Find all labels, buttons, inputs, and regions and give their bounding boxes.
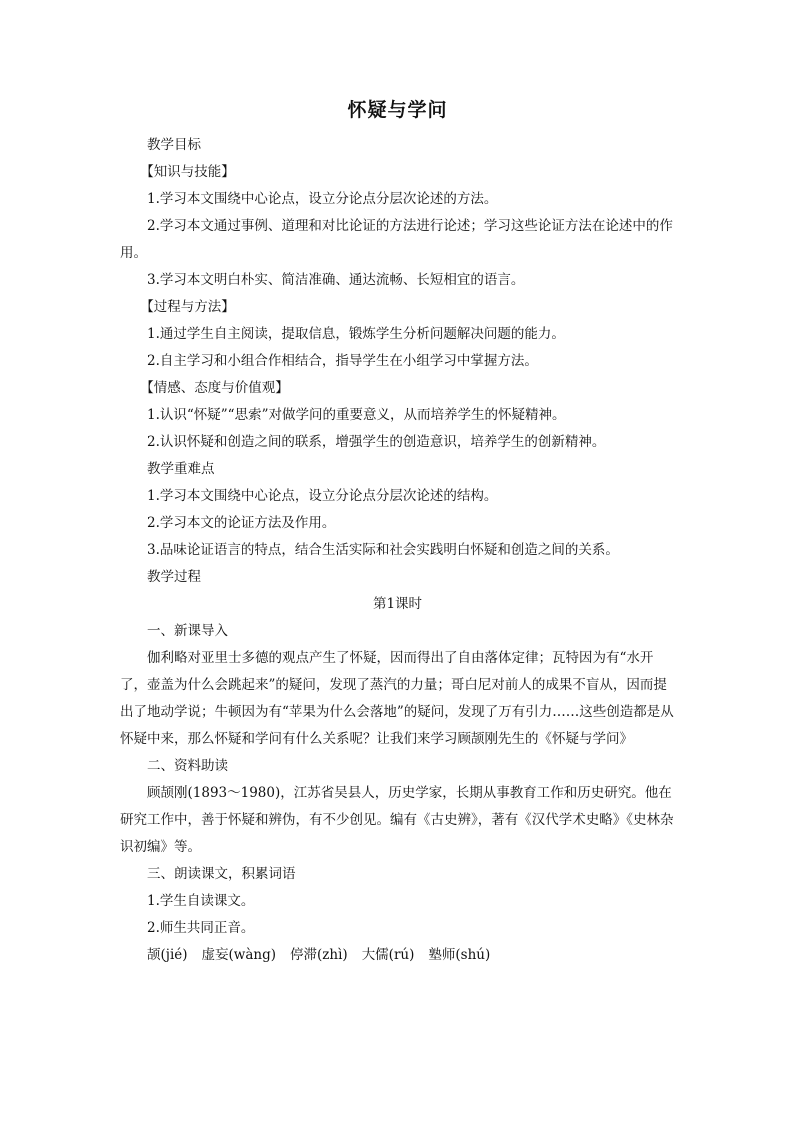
document-page [120,96,675,969]
page-title: 怀疑与学问 [347,99,448,121]
lesson-label: 第1课时 [372,596,423,612]
subheading-emotion-values: 【情感、态度与价值观】 [140,380,289,396]
goal-item: 2.学习本文通过事例、道理和对比论证的方法进行论述；学习这些论证方法在论述中的作用。 [120,218,673,261]
goal-item: 3.学习本文明白朴实、简洁准确、通达流畅、长短相宜的语言。 [147,272,525,288]
goal-item: 1.学习本文围绕中心论点，设立分论点分层次论述的方法。 [147,191,498,207]
pronunciation-list [120,942,675,969]
heading-teaching-process: 教学过程 [147,569,201,585]
goal-item: 1.认识“怀疑”“思索”对做学问的重要意义，从而培养学生的怀疑精神。 [147,407,566,423]
section-heading-introduction: 一、新课导入 [147,623,228,639]
goal-item: 2.自主学习和小组合作相结合，指导学生在小组学习中掌握方法。 [147,353,538,369]
section-item: 2.师生共同正音。 [147,920,255,936]
pronunciation-item: 颉(jié) [147,947,188,963]
pronunciation-item: 停滞(zhì) [290,947,348,963]
section-body-introduction: 伽利略对亚里士多德的观点产生了怀疑，因而得出了自由落体定律；瓦特因为有“水开了，壶盖为什么会跳起来”的疑问，发现了蒸汽的力量；哥白尼对前人的成果不盲从，因而提出了地动学说；牛顿因为有“苹果为什么会落地”的疑问，发现了万有引力……这些创造都是从怀疑中来，那么怀疑和学问有什么关系呢？让我们来学习顾颉刚先生的《怀疑与学问》 [120,650,674,747]
difficulty-item: 3.品味论证语言的特点，结合生活实际和社会实践明白怀疑和创造之间的关系。 [147,542,619,558]
section-heading-reading-aid: 二、资料助读 [147,758,228,774]
pronunciation-item: 大儒(rú) [361,947,415,963]
difficulty-item: 1.学习本文围绕中心论点，设立分论点分层次论述的结构。 [147,488,498,504]
section-heading-read-aloud: 三、朗读课文，积累词语 [147,866,296,882]
goal-item: 2.认识怀疑和创造之间的联系，增强学生的创造意识，培养学生的创新精神。 [147,434,606,450]
difficulty-item: 2.学习本文的论证方法及作用。 [147,515,336,531]
section-item: 1.学生自读课文。 [147,893,255,909]
subheading-process-methods: 【过程与方法】 [140,299,235,315]
pronunciation-item: 塾师(shú) [428,947,491,963]
heading-teaching-goals: 教学目标 [147,137,201,153]
section-body-reading-aid: 顾颉刚(1893～1980)，江苏省吴县人，历史学家，长期从事教育工作和历史研究。他在研究工作中，善于怀疑和辨伪，有不少创见。编有《古史辨》，著有《汉代学术史略》《史林杂识初编》等。 [120,785,674,855]
heading-key-difficulties: 教学重难点 [147,461,215,477]
goal-item: 1.通过学生自主阅读，提取信息，锻炼学生分析问题解决问题的能力。 [147,326,565,342]
subheading-knowledge-skills: 【知识与技能】 [140,164,235,180]
pronunciation-item: 虚妄(wàng) [201,947,277,963]
